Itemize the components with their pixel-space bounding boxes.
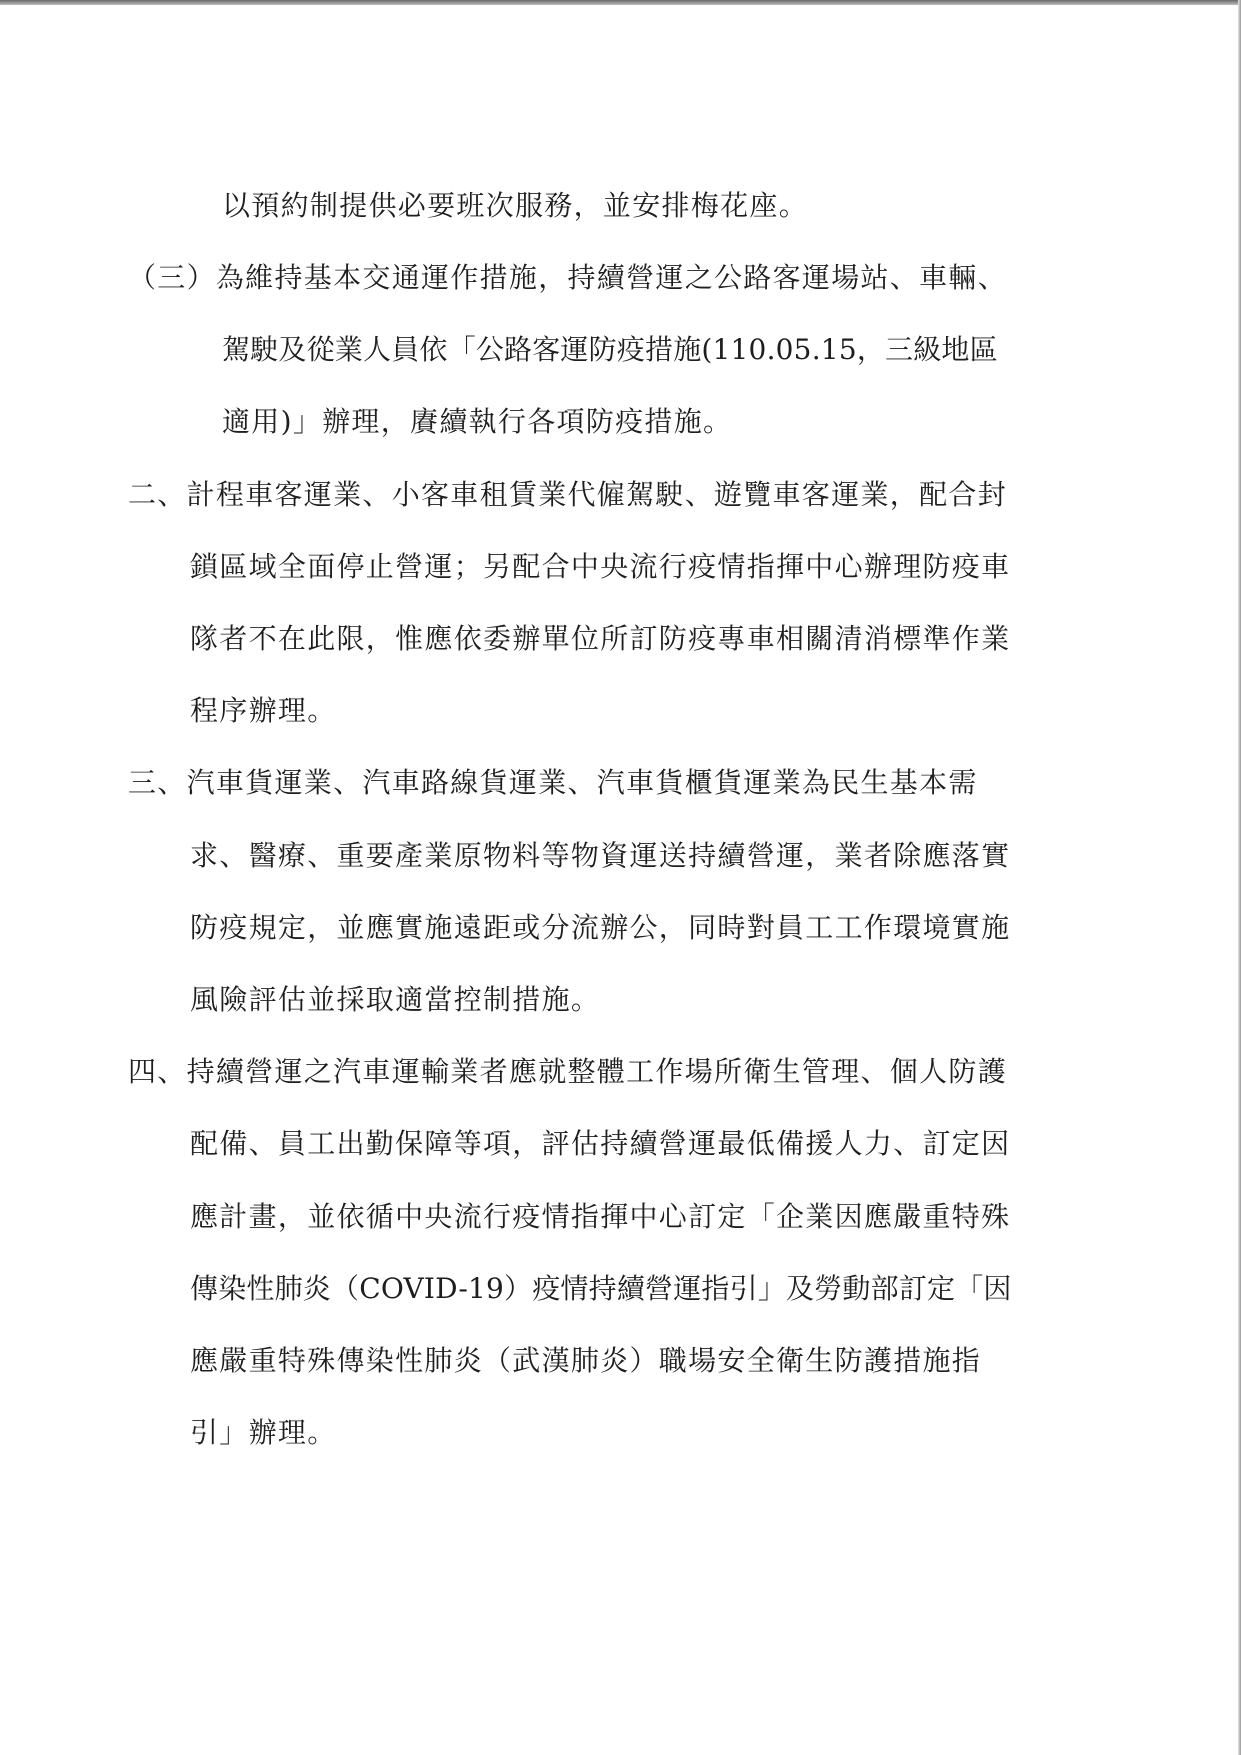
text-line: 風險評估並採取適當控制措施。 — [190, 983, 601, 1016]
text-line: （三）為維持基本交通運作措施，持續營運之公路客運場站、車輛、 — [128, 261, 1008, 294]
text-line: 駕駛及從業人員依「公路客運防疫措施(110.05.15，三級地區 — [222, 333, 998, 366]
text-line: 配備、員工出勤保障等項，評估持續營運最低備援人力、訂定因 — [190, 1127, 1011, 1160]
text-line: 應嚴重特殊傳染性肺炎（武漢肺炎）職場安全衛生防護措施指 — [190, 1344, 982, 1377]
text-line: 適用)」辦理，賡續執行各項防疫措施。 — [222, 405, 733, 438]
text-line: 隊者不在此限，惟應依委辦單位所訂防疫專車相關清消標準作業 — [190, 622, 1011, 655]
text-line: 程序辦理。 — [190, 694, 337, 727]
text-line: 四、持續營運之汽車運輸業者應就整體工作場所衛生管理、個人防護 — [128, 1055, 1008, 1088]
text-line: 引」辦理。 — [190, 1416, 337, 1449]
text-line: 應計畫，並依循中央流行疫情指揮中心訂定「企業因應嚴重特殊 — [190, 1200, 1011, 1233]
text-line: 以預約制提供必要班次服務，並安排梅花座。 — [222, 189, 809, 222]
text-line: 二、計程車客運業、小客車租賃業代僱駕駛、遊覽車客運業，配合封 — [128, 478, 1008, 511]
text-line: 三、汽車貨運業、汽車路線貨運業、汽車貨櫃貨運業為民生基本需 — [128, 766, 978, 799]
text-line: 防疫規定，並應實施遠距或分流辦公，同時對員工工作環境實施 — [190, 911, 1011, 944]
text-line: 傳染性肺炎（COVID-19）疫情持續營運指引」及勞動部訂定「因 — [190, 1272, 1012, 1305]
text-line: 鎖區域全面停止營運；另配合中央流行疫情指揮中心辦理防疫車 — [190, 550, 1011, 583]
text-line: 求、醫療、重要產業原物料等物資運送持續營運，業者除應落實 — [190, 839, 1011, 872]
